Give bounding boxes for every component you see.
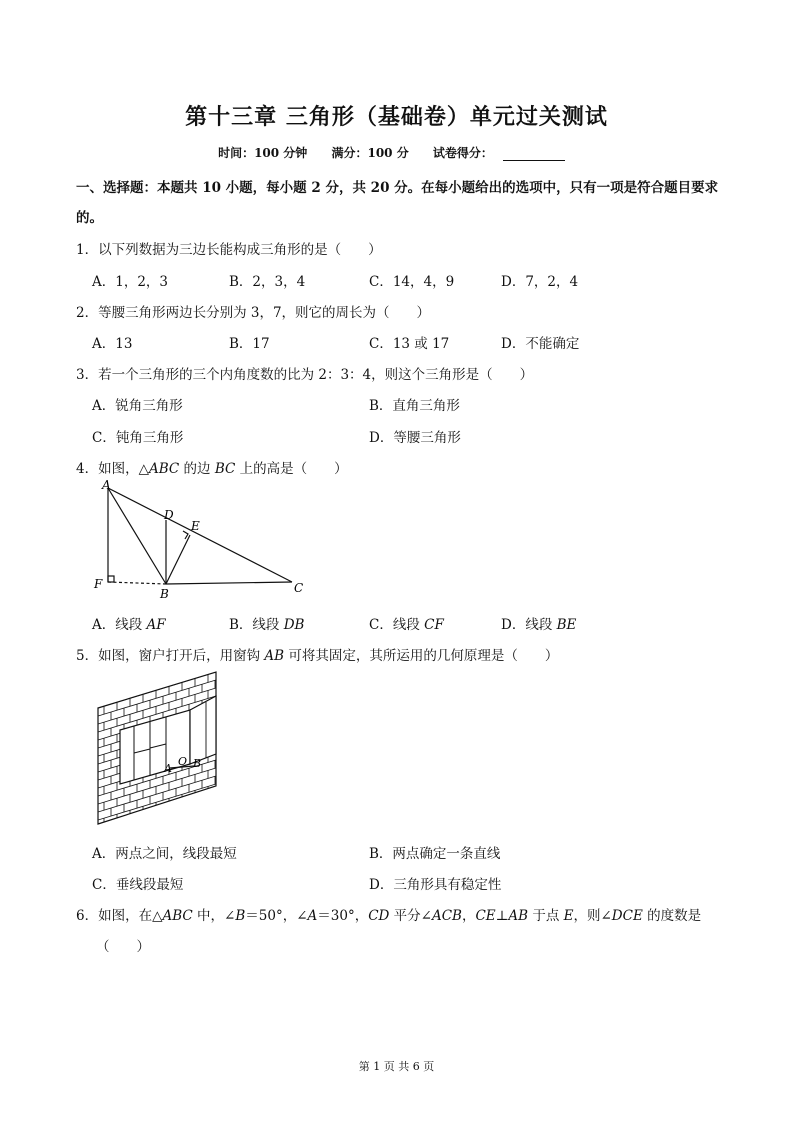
brick-course-line xyxy=(98,776,216,812)
time-limit: 时间：100 分钟 xyxy=(218,146,308,160)
q1-option-c[interactable]: C．14，4，9 xyxy=(369,274,455,290)
q4-option-a[interactable]: A．线段 AF xyxy=(92,617,166,633)
q2-option-c[interactable]: C．13 或 17 xyxy=(369,336,450,352)
q3-option-a[interactable]: A．锐角三角形 xyxy=(92,398,183,414)
q2-option-b[interactable]: B．17 xyxy=(229,336,270,352)
brick-course-line xyxy=(98,784,216,820)
full-score: 满分：100 分 xyxy=(331,146,409,160)
q5-option-a[interactable]: A．两点之间，线段最短 xyxy=(92,846,237,862)
section-heading-cont: 的。 xyxy=(76,210,103,226)
q4-option-d[interactable]: D．线段 BE xyxy=(501,617,577,633)
q3-option-d[interactable]: D．等腰三角形 xyxy=(369,430,461,446)
question-2-stem: 2．等腰三角形两边长分别为 3，7，则它的周长为（ ） xyxy=(76,305,431,321)
q2-option-d[interactable]: D．不能确定 xyxy=(501,336,580,352)
label-A: A xyxy=(164,762,172,775)
q1-option-a[interactable]: A．1，2，3 xyxy=(92,274,169,290)
label-D: D xyxy=(164,508,174,522)
label-B: B xyxy=(160,587,169,601)
label-A: A xyxy=(102,478,111,492)
page-footer: 第 1 页 共 6 页 xyxy=(358,1060,435,1073)
window-figure xyxy=(94,668,224,828)
score-blank[interactable] xyxy=(503,148,565,161)
label-E: E xyxy=(191,519,200,533)
q4-option-b[interactable]: B．线段 DB xyxy=(229,617,305,633)
label-F: F xyxy=(94,577,103,591)
question-4-stem: 4．如图，△ABC 的边 BC 上的高是（ ） xyxy=(76,461,348,477)
question-6-stem: 6．如图，在△ABC 中，∠B＝50°，∠A＝30°，CD 平分∠ACB，CE⊥AB 于点 E，则∠DCE 的度数是 xyxy=(76,908,702,924)
q1-option-d[interactable]: D．7，2，4 xyxy=(501,274,579,290)
q4-option-c[interactable]: C．线段 CF xyxy=(369,617,444,633)
question-5-stem: 5．如图，窗户打开后，用窗钩 AB 可将其固定，其所运用的几何原理是（ ） xyxy=(76,648,559,664)
question-1-stem: 1．以下列数据为三边长能构成三角形的是（ ） xyxy=(76,242,382,258)
q2-option-a[interactable]: A．13 xyxy=(92,336,133,352)
label-O: O xyxy=(178,755,188,768)
label-C: C xyxy=(294,581,304,595)
q5-option-b[interactable]: B．两点确定一条直线 xyxy=(369,846,501,862)
question-3-stem: 3．若一个三角形的三个内角度数的比为 2：3：4，则这个三角形是（ ） xyxy=(76,367,534,383)
question-6-answer-paren: （ ） xyxy=(96,939,150,955)
page-title: 第十三章 三角形（基础卷）单元过关测试 xyxy=(185,104,608,130)
brick-course-line xyxy=(98,792,216,828)
q5-option-c[interactable]: C．垂线段最短 xyxy=(92,877,184,893)
score-field: 试卷得分： xyxy=(433,146,575,160)
q3-option-c[interactable]: C．钝角三角形 xyxy=(92,430,184,446)
exam-meta xyxy=(0,144,793,161)
section-heading: 一、选择题：本题共 10 小题，每小题 2 分，共 20 分。在每小题给出的选项中，只有一项是符合题目要求 xyxy=(76,180,719,196)
q5-option-d[interactable]: D．三角形具有稳定性 xyxy=(369,877,502,893)
q1-option-b[interactable]: B．2，3，4 xyxy=(229,274,306,290)
q3-option-b[interactable]: B．直角三角形 xyxy=(369,398,460,414)
label-B: B xyxy=(193,757,202,770)
triangle-abc-figure xyxy=(88,478,318,602)
